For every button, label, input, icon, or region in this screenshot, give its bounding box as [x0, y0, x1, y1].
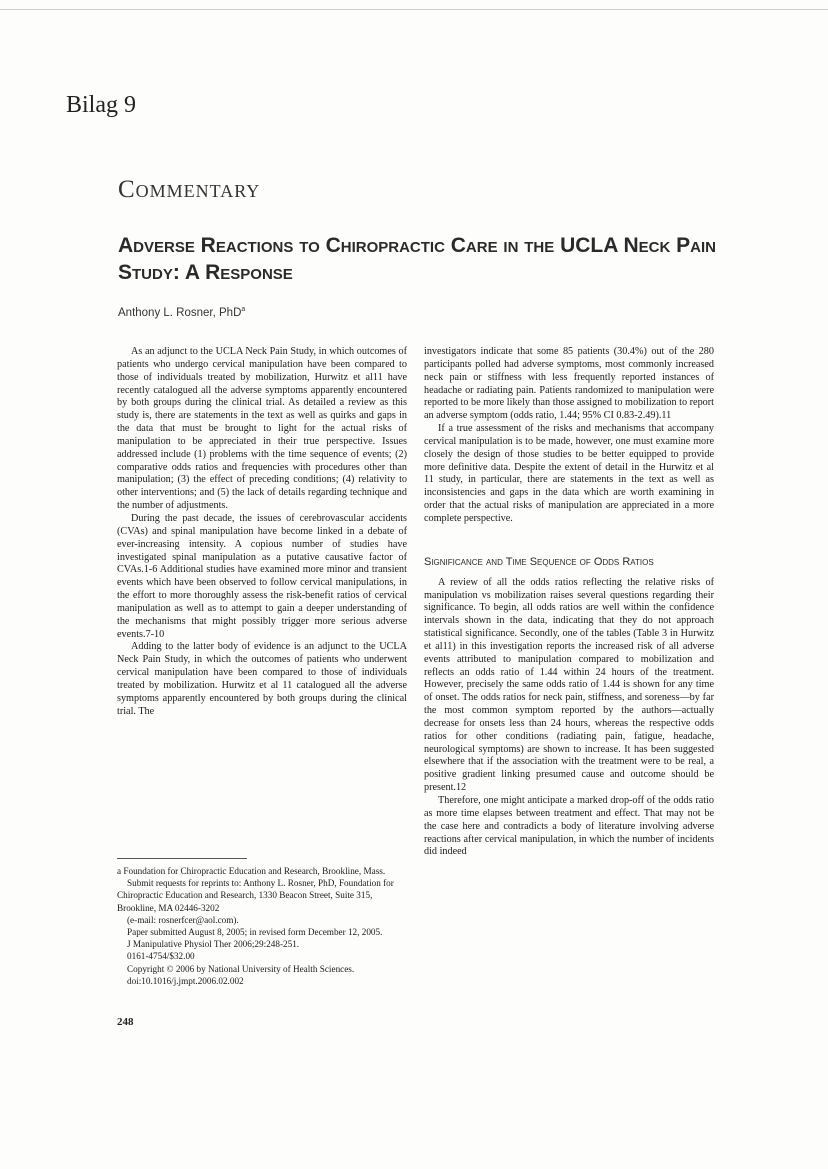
- body-column-right: [424, 346, 714, 859]
- paragraph: As an adjunct to the UCLA Neck Pain Study, in which outcomes of patients who undergo cervical manipulation have been compared to those of individuals treated by mobilization, Hurwitz et al11 have recently catalogued all the adverse symptoms apparently encountered by both groups during the clinical trial. As detailed a review as this study is, there are statements in the text as well as quirks and gaps in the data that must be brought to light for the actual risks of manipulation to be appreciated in their true perspective. Issues addressed include (1) problems with the time sequence of events; (2) comparative odds ratios and frequencies with procedures other than manipulation; (3) the effect of preceding conditions; (4) relativity to other interventions; and (5) the lack of details regarding technique and the number of adjustments.: [117, 346, 407, 512]
- section-label: Commentary: [118, 176, 261, 203]
- top-rule: [0, 9, 828, 10]
- footnote-reprints: Submit requests for reprints to: Anthony L. Rosner, PhD, Foundation for Chiropractic Education and Research, 1330 Beacon Street, Suite 315, Brookline, MA 02446-3202: [117, 878, 394, 913]
- footnote-doi: doi:10.1016/j.jmpt.2006.02.002: [127, 975, 244, 986]
- author-line: [118, 306, 245, 319]
- paragraph: Therefore, one might anticipate a marked drop-off of the odds ratio as more time elapses between treatment and effect. That may not be the case here and contradicts a body of literature involving adverse reactions after cervical manipulation, in which the number of incidents did indeed: [424, 795, 714, 858]
- footnotes: [117, 858, 407, 987]
- section-heading: Significance and Time Sequence of Odds Ratios: [424, 555, 654, 568]
- footnote-issn: 0161-4754/$32.00: [127, 951, 195, 962]
- footnote-email: (e-mail: rosnerfcer@aol.com).: [127, 914, 239, 925]
- paragraph: Adding to the latter body of evidence is an adjunct to the UCLA Neck Pain Study, in which the outcomes of patients who underwent cervical manipulation have been compared to those of individuals treated by mobilization. Hurwitz et al 11 catalogued all the adverse symptoms apparently encountered by both groups during the clinical trial. The: [117, 641, 407, 717]
- footnote-copyright: Copyright © 2006 by National University of Health Sciences.: [127, 963, 355, 974]
- footnote-journal: J Manipulative Physiol Ther 2006;29:248-251.: [127, 939, 300, 950]
- author-affiliation-mark: a: [241, 306, 246, 313]
- paragraph: During the past decade, the issues of cerebrovascular accidents (CVAs) and spinal manipulation have become linked in a debate of ever-increasing intensity. A copious number of studies have investigated spinal manipulation as a putative causative factor of CVAs.1-6 Additional studies have examined more minor and transient events which have been observed to follow cervical manipulations, in the effort to more thoroughly assess the risk-benefit ratios of cervical manipulation as well as to attempt to gain a deeper understanding of the mechanisms that might possibly trigger more serious adverse events.7-10: [117, 512, 407, 640]
- footnote-affiliation: a Foundation for Chiropractic Education and Research, Brookline, Mass.: [117, 866, 386, 876]
- author-name: Anthony L. Rosner, PhD: [118, 306, 242, 319]
- body-column-left: [117, 346, 407, 718]
- footnote-rule: [117, 858, 247, 859]
- appendix-label: Bilag 9: [66, 92, 136, 118]
- article-title: Adverse Reactions to Chiropractic Care in the UCLA Neck Pain Study: A Response: [118, 234, 716, 284]
- page-number: 248: [117, 1016, 134, 1028]
- paragraph: If a true assessment of the risks and mechanisms that accompany cervical manipulation is to be made, however, one must examine more closely the design of those studies to be better equipped to provide more definitive data. Despite the extent of detail in the Hurwitz et al 11 study, in particular, there are statements in the text as well as inconsistencies and gaps in the data which are worth examining in order that the actual risks of manipulation are appreciated in a more complete perspective.: [424, 423, 714, 524]
- paragraph: investigators indicate that some 85 patients (30.4%) out of the 280 participants polled had adverse symptoms, most commonly increased neck pain or stiffness with less frequently reported instances of headache or radiating pain. Patients randomized to manipulation were reported to be more likely than those assigned to mobilization to report an adverse symptom (odds ratio, 1.44; 95% CI 0.83-2.49).11: [424, 346, 714, 422]
- footnote-submitted: Paper submitted August 8, 2005; in revised form December 12, 2005.: [127, 927, 383, 938]
- paragraph: A review of all the odds ratios reflecting the relative risks of manipulation vs mobilization raises several questions regarding their significance. To begin, all odds ratios are well within the confidence intervals shown in the data, indicating that they do not approach statistical significance. Secondly, one of the tables (Table 3 in Hurwitz et al11) in this investigation reports the increased risk of all adverse events attributed to manipulation compared to mobilization and reflects an odds ratio of 1.44 within 24 hours of the treatment. However, precisely the same odds ratio of 1.44 is shown for any time of onset. The odds ratios for neck pain, stiffness, and soreness—by far the most common symptom reported by the authors—actually decrease for onsets less than 24 hours, whereas the respective odds ratios for other conditions (radiating pain, fatigue, headache, neurological symptoms) are shown to increase. It has been suggested elsewhere that if the association with the treatment were to be real, a positive gradient linking presumed cause and outcome should be present.12: [424, 576, 714, 794]
